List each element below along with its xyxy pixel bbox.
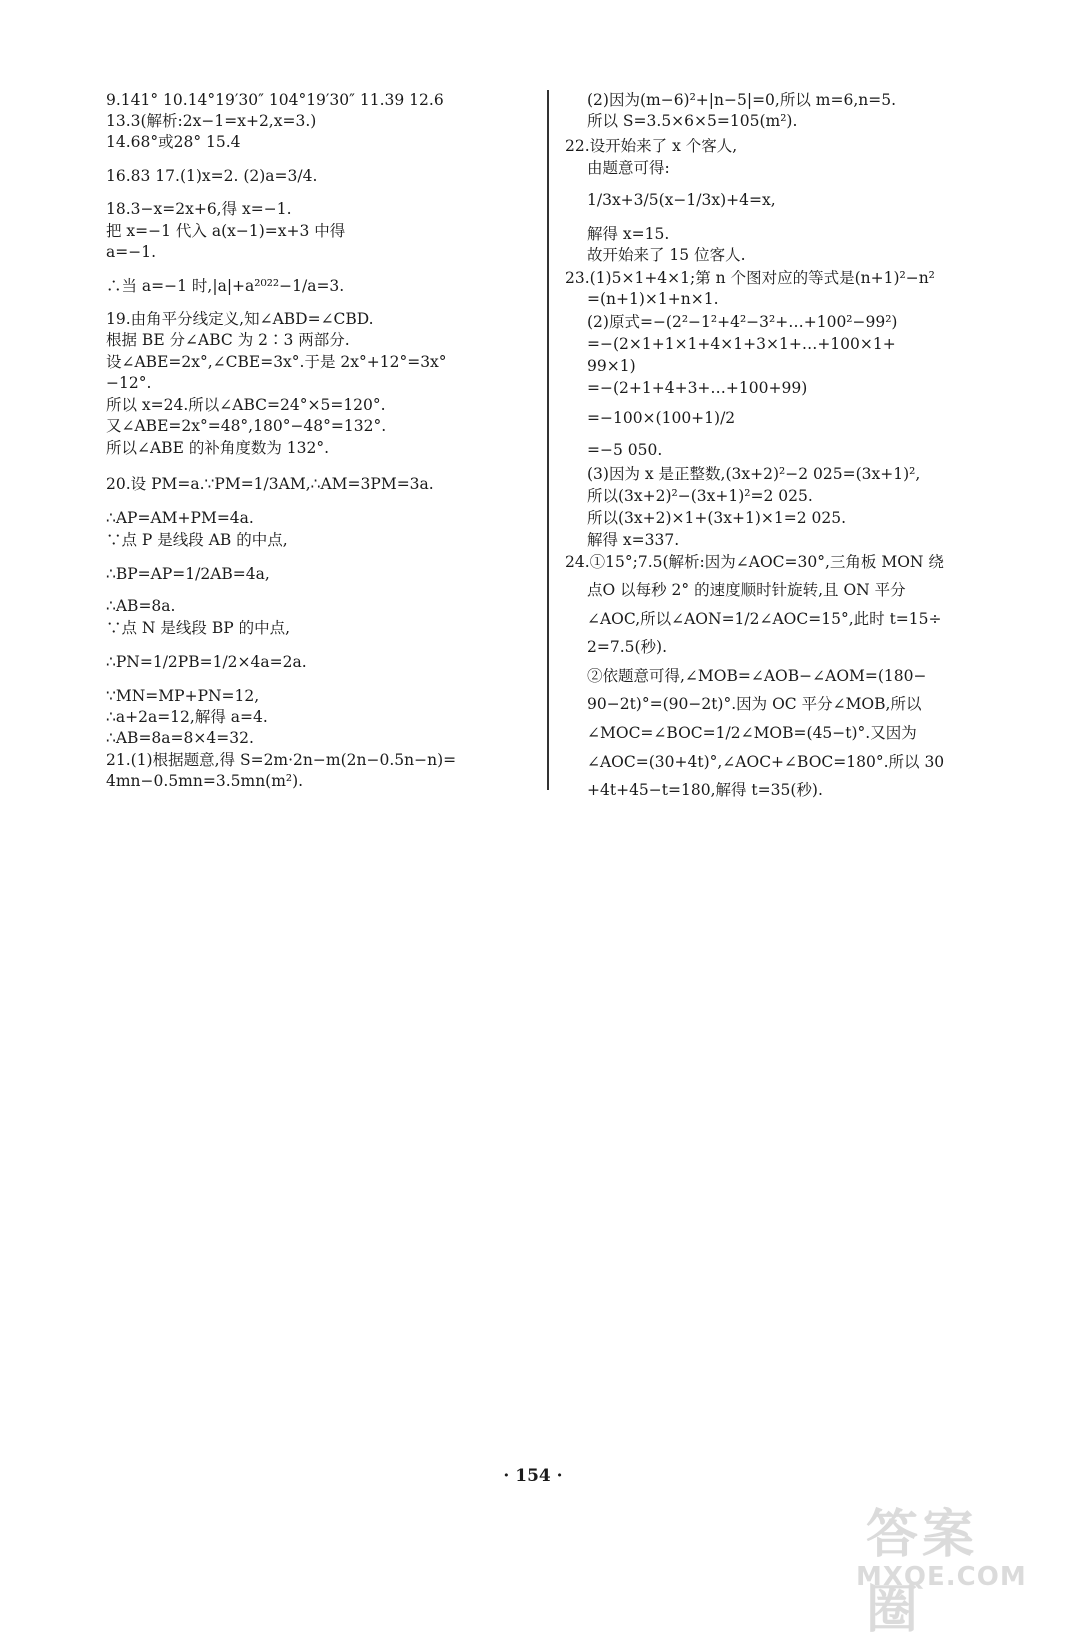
watermark-title: 答案圈: [866, 1505, 979, 1640]
text-line: (2)因为(m−6)²+|n−5|=0,所以 m=6,n=5.: [587, 91, 897, 109]
text-line: ②依题意可得,∠MOB=∠AOB−∠AOM=(180−: [587, 667, 927, 685]
text-line: ∴AP=AM+PM=4a.: [106, 509, 254, 527]
text-line: ∴PN=1/2PB=1/2×4a=2a.: [106, 653, 307, 671]
text-line: ∠AOC=(30+4t)°,∠AOC+∠BOC=180°.所以 30: [587, 753, 945, 771]
text-line: 解得 x=337.: [587, 531, 680, 549]
text-line: =(n+1)×1+n×1.: [587, 290, 719, 308]
text-line: 9.141° 10.14°19′30″ 104°19′30″ 11.39 12.6: [106, 91, 444, 109]
text-line: 根据 BE 分∠ABC 为 2∶3 两部分.: [106, 331, 350, 349]
text-line: 点O 以每秒 2° 的速度顺时针旋转,且 ON 平分: [587, 581, 906, 599]
page-number: · 154 ·: [503, 1466, 563, 1486]
text-line: a=−1.: [106, 243, 157, 261]
text-line: 所以 S=3.5×6×5=105(m²).: [587, 112, 798, 130]
text-line: 23.(1)5×1+4×1;第 n 个图对应的等式是(n+1)²−n²: [565, 269, 935, 287]
text-line: 把 x=−1 代入 a(x−1)=x+3 中得: [106, 222, 346, 240]
text-line: 20.设 PM=a.∵PM=1/3AM,∴AM=3PM=3a.: [106, 475, 434, 493]
text-line: 99×1): [587, 357, 636, 375]
text-line: =−100×(100+1)/2: [587, 409, 736, 427]
text-line: ∵点 P 是线段 AB 的中点,: [106, 531, 288, 549]
text-line: 故开始来了 15 位客人.: [587, 246, 746, 264]
text-line: 24.①15°;7.5(解析:因为∠AOC=30°,三角板 MON 绕: [565, 553, 944, 571]
text-line: 设∠ABE=2x°,∠CBE=3x°.于是 2x°+12°=3x°: [106, 353, 447, 371]
text-line: +4t+45−t=180,解得 t=35(秒).: [587, 781, 823, 799]
text-line: ∠AOC,所以∠AON=1/2∠AOC=15°,此时 t=15÷: [587, 610, 942, 628]
text-line: ∴AB=8a=8×4=32.: [106, 729, 254, 747]
text-line: −12°.: [106, 374, 152, 392]
text-line: 13.3(解析:2x−1=x+2,x=3.): [106, 112, 317, 130]
column-divider: [547, 90, 549, 790]
text-line: 21.(1)根据题意,得 S=2m·2n−m(2n−0.5n−n)=: [106, 751, 457, 769]
text-line: 1/3x+3/5(x−1/3x)+4=x,: [587, 191, 776, 209]
text-line: 22.设开始来了 x 个客人,: [565, 137, 738, 155]
text-line: =−(2×1+1×1+4×1+3×1+…+100×1+: [587, 335, 896, 353]
text-line: =−5 050.: [587, 441, 663, 459]
watermark-logo: [856, 1492, 1027, 1640]
text-line: 18.3−x=2x+6,得 x=−1.: [106, 200, 292, 218]
text-line: 14.68°或28° 15.4: [106, 133, 241, 151]
text-line: (2)原式=−(2²−1²+4²−3²+…+100²−99²): [587, 313, 898, 331]
text-line: 4mn−0.5mn=3.5mn(m²).: [106, 772, 304, 790]
text-line: 解得 x=15.: [587, 225, 670, 243]
text-line: 所以∠ABE 的补角度数为 132°.: [106, 439, 330, 457]
text-line: (3)因为 x 是正整数,(3x+2)²−2 025=(3x+1)²,: [587, 465, 921, 483]
text-line: 2=7.5(秒).: [587, 638, 668, 656]
text-line: ∵点 N 是线段 BP 的中点,: [106, 619, 291, 637]
text-line: ∴BP=AP=1/2AB=4a,: [106, 565, 270, 583]
text-line: ∴AB=8a.: [106, 597, 176, 615]
text-line: 90−2t)°=(90−2t)°.因为 OC 平分∠MOB,所以: [587, 695, 922, 713]
text-line: =−(2+1+4+3+…+100+99): [587, 379, 808, 397]
text-line: ∴a+2a=12,解得 a=4.: [106, 708, 268, 726]
watermark-url: MXQE.COM: [856, 1562, 1027, 1592]
text-line: 19.由角平分线定义,知∠ABD=∠CBD.: [106, 310, 374, 328]
text-line: 所以(3x+2)×1+(3x+1)×1=2 025.: [587, 509, 847, 527]
text-line: 所以 x=24.所以∠ABC=24°×5=120°.: [106, 396, 386, 414]
text-line: ∠MOC=∠BOC=1/2∠MOB=(45−t)°.又因为: [587, 724, 917, 742]
text-line: 16.83 17.(1)x=2. (2)a=3/4.: [106, 167, 318, 185]
text-line: 由题意可得:: [587, 159, 670, 177]
text-line: 又∠ABE=2x°=48°,180°−48°=132°.: [106, 417, 387, 435]
text-line: ∵MN=MP+PN=12,: [106, 687, 260, 705]
text-line: ∴当 a=−1 时,|a|+a²⁰²²−1/a=3.: [106, 277, 345, 295]
text-line: 所以(3x+2)²−(3x+1)²=2 025.: [587, 487, 813, 505]
